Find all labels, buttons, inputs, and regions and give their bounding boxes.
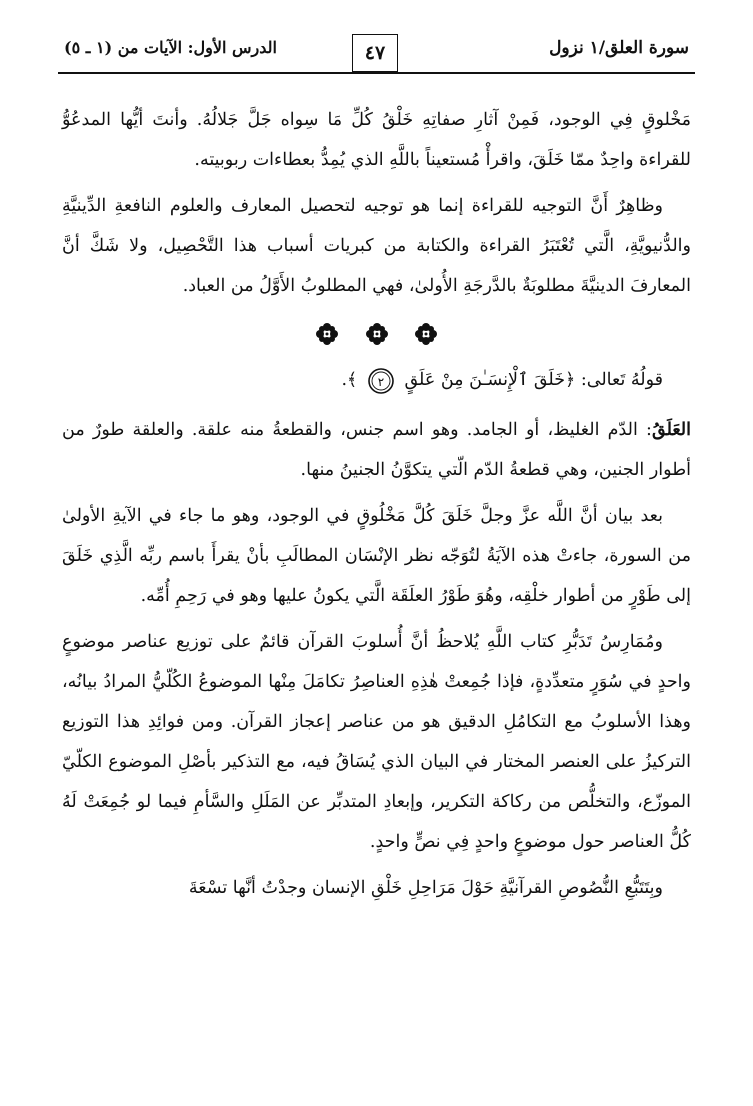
paragraph-1: مَخْلوقٍ فِي الوجود، فَمِنْ آثارِ صفاتِهِ خَلْقُ كُلِّ مَا سِواه جَلَّ جَلالُهُ. وأنتَ أيُّها المدعُوُّ للقراءة واحِدٌ ممّا خَلَقَ، واقرأْ مُستعيناً باللَّهِ الذي يُمِدُّ بعطاءات ربوبيته. xyxy=(62,110,691,170)
header-divider xyxy=(58,72,695,74)
verse-text: قولُهُ تَعالى: ﴿خَلَقَ ٱلْإِنسَـٰنَ مِنْ عَلَقٍ xyxy=(404,370,663,390)
paragraph-2: وظاهِرٌ أَنَّ التوجيه للقراءة إنما هو توجيه لتحصيل المعارف والعلوم النافعةِ الدِّينيَّةِ والدُّنيويَّةِ، الَّتي تُعْتَبَرُ القراءة والكتابة من كبريات أسباب هذا التَّحْصِيل، ولا شَكَّ أنَّ المعارفَ الدينيَّةَ مطلوبَةٌ بالدَّرجَةِ الأُولىٰ، فهي المطلوبُ الأَوَّلُ من العباد. xyxy=(62,196,691,296)
definition-paragraph xyxy=(62,410,691,490)
page-number: ٤٧ xyxy=(352,34,398,72)
paragraph-3: بعد بيان أنَّ اللَّه عزَّ وجلَّ خَلَقَ كُلَّ مَخْلُوقٍ في الوجود، وهو ما جاء في الآيةِ الأولىٰ من السورة، جاءتْ هذه الآيَةُ لتُوَجّه نظر الإنْسَان المطالَبِ بأنْ يقرأَ باسم ربِّه الَّذِي خَلَقَ إلى طَوْرٍ من أطوار خلْقِه، وهُوَ طَوْرُ العلَقَة الَّتي يكونُ عليها وهو في رَحِمِ أُمِّه. xyxy=(62,506,691,606)
verse-end-marker-icon xyxy=(367,367,395,395)
running-header xyxy=(58,28,695,72)
verse-close: ﴾. xyxy=(341,370,358,390)
page-body xyxy=(62,100,691,914)
paragraph-4: ومُمَارِسُ تَدَبُّرِ كتاب اللَّهِ يُلاحظُ أنَّ أُسلوبَ القرآن قائمٌ على توزيع عناصر موضوعٍ واحدٍ في سُوَرٍ متعدِّدةٍ، فإذا جُمِعتْ هٰذِهِ العناصِرُ تكامَلَ مِنْها الموضوعُ الكُلّيُّ المرادُ بيانُه، وهذا الأسلوبُ مع التكامُلِ الدقيق هو من عناصر إعجاز القرآن. ومن فوائِدِ هذا التوزيع التركيزُ على العنصر المختار في البيان الذي يُسَاقُ فيه، مع التذكير بأصْلِ الموضوع الكلّيّ الموزّع، والتخلُّص من ركاكة التكرير، وإبعادِ المتدبِّر عن المَلَلِ والسَّأمِ فيما لو جُمِعَتْ لَهُ كُلُّ العناصر حول موضوعٍ واحدٍ فِي نصٍّ واحدٍ. xyxy=(62,632,691,852)
verse-quote xyxy=(62,358,691,402)
surah-title: سورة العلق/١ نزول xyxy=(549,38,689,58)
flower-ornament-icon xyxy=(365,322,389,346)
definition-term: العَلَقُ xyxy=(651,420,691,440)
verse-number: ٢ xyxy=(377,374,385,389)
paragraph-5: وبِتَتَبُّعِ النُّصُوصِ القرآنيَّةِ حَوْلَ مَرَاحِلِ خَلْقِ الإنسان وجدْتُ أنَّها تسْعَةَ xyxy=(188,878,663,898)
section-separator xyxy=(62,312,691,354)
flower-ornament-icon xyxy=(315,322,339,346)
flower-ornament-icon xyxy=(414,322,438,346)
definition-text: : الدّم الغليظ، أو الجامد. وهو اسم جنس، والقطعةُ منه علقة. والعلقة طورٌ من أطوار الجنين، وهي قطعةُ الدّم الّتي يتكوَّنُ الجنينُ منها. xyxy=(62,420,691,480)
lesson-title: الدرس الأول: الآيات من (١ ـ ٥) xyxy=(64,38,277,57)
